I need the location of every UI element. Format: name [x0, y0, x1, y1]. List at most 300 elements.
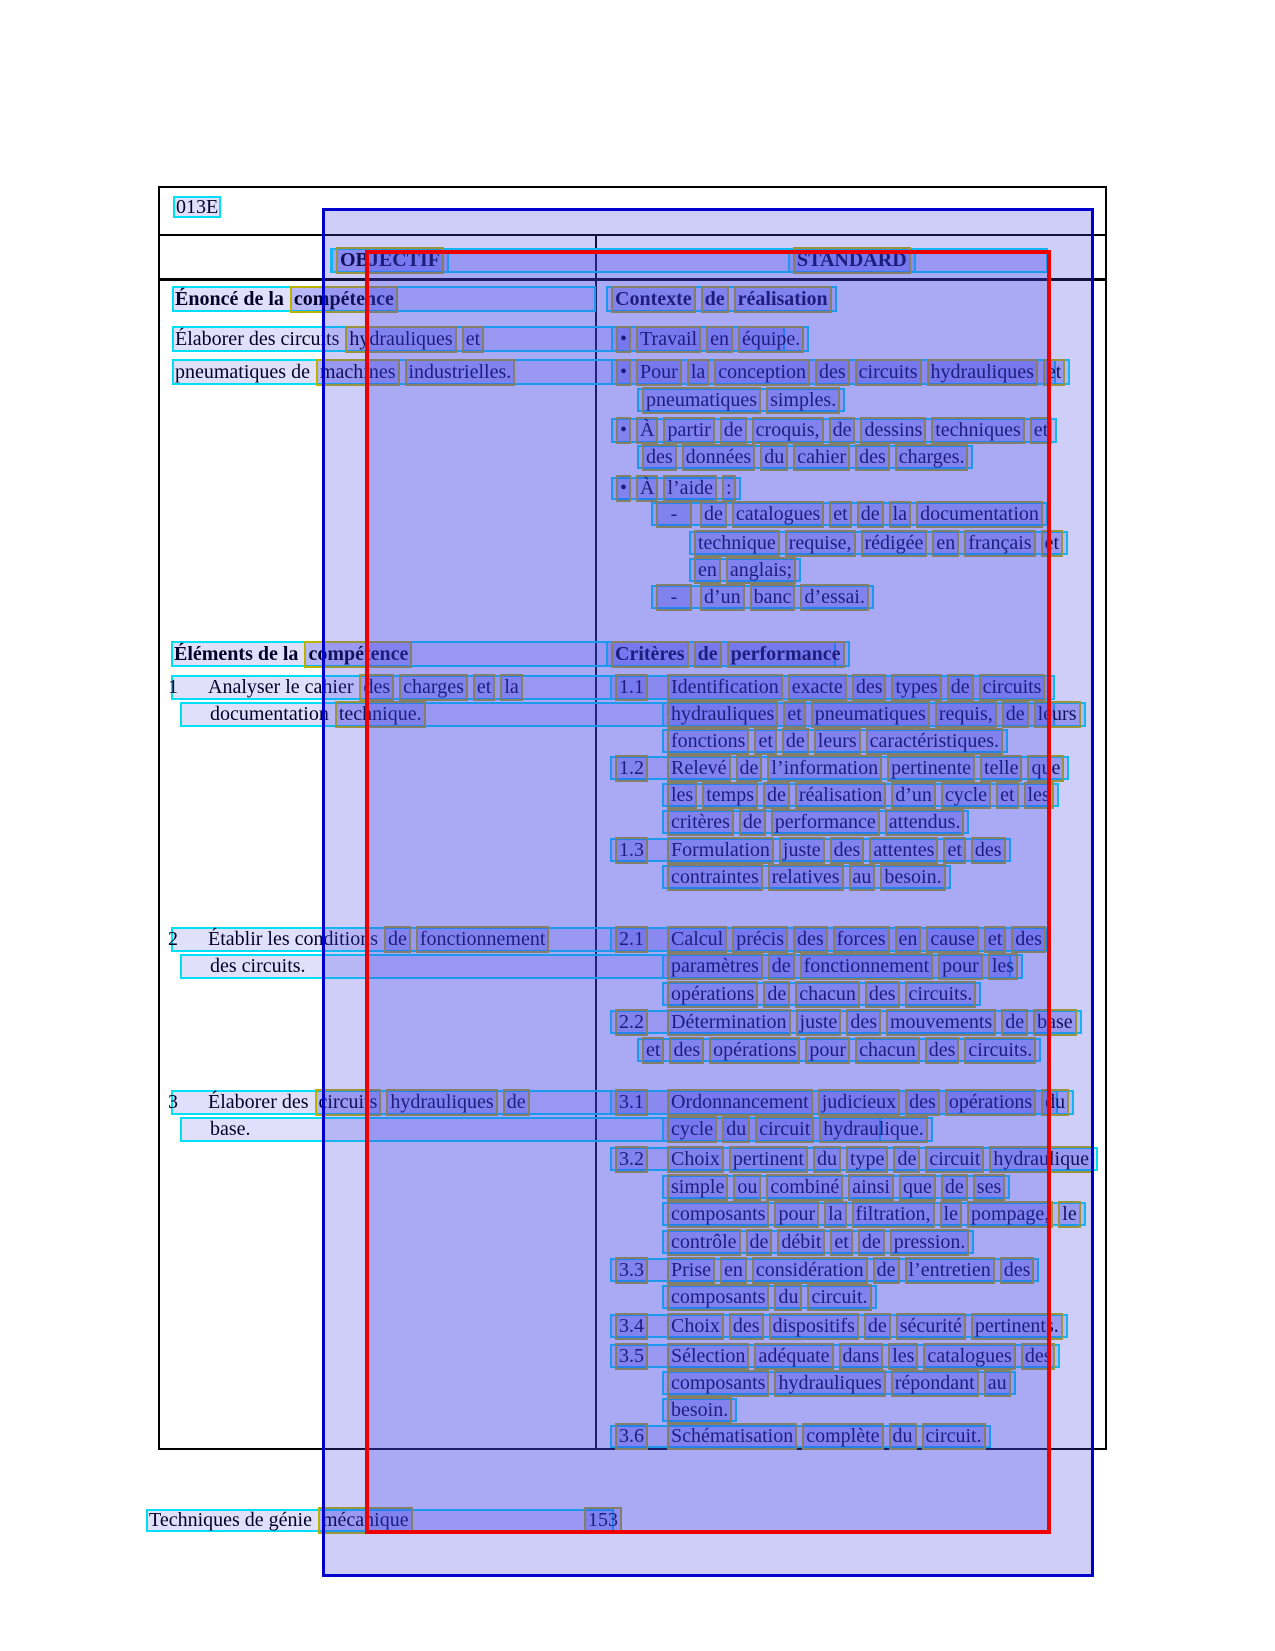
ocr-word-box: fonctions	[667, 728, 749, 755]
ocr-word-box: dessins	[860, 417, 926, 444]
ocr-word-box: de	[1002, 701, 1029, 728]
ocr-word-box: Prise	[667, 1257, 715, 1284]
text-run: base.	[210, 1118, 251, 1140]
text-run: 1	[168, 676, 178, 698]
ocr-word-box: temps	[702, 782, 758, 809]
ocr-line-box	[662, 954, 1023, 979]
ocr-word-box: Formulation	[667, 837, 774, 864]
ocr-word-box: et	[996, 782, 1018, 809]
ocr-word-box: •	[616, 475, 631, 502]
ocr-word-box: charges.	[895, 444, 969, 471]
ocr-word-box: requis,	[935, 701, 997, 728]
ocr-line-box	[651, 585, 874, 609]
ocr-line-box	[606, 641, 850, 667]
ocr-word-box: du	[813, 1146, 841, 1173]
ocr-word-box: et	[1041, 530, 1063, 557]
ocr-word-box: conception	[714, 359, 810, 386]
ocr-word-box: Critères	[611, 641, 689, 668]
ocr-word-box: 3.2	[615, 1146, 648, 1173]
ocr-word-box: réalisation	[734, 286, 832, 313]
ocr-word-box: de	[720, 417, 747, 444]
ocr-word-box: judicieux	[818, 1089, 900, 1116]
ocr-word-box: et	[473, 674, 495, 701]
ocr-word-box: de	[873, 1257, 900, 1284]
ocr-word-box: chacun	[855, 1037, 920, 1064]
ocr-line-box	[689, 531, 1068, 555]
ocr-word-box: opérations	[945, 1089, 1036, 1116]
ocr-line-box	[610, 1090, 1074, 1115]
ocr-word-box: débit	[777, 1229, 825, 1256]
table-border-line	[595, 234, 597, 1450]
text-segment	[207, 1090, 530, 1115]
ocr-word-box: de	[782, 728, 809, 755]
ocr-word-box: Détermination	[667, 1009, 791, 1036]
ocr-word-box: relatives	[768, 864, 844, 891]
ocr-word-box: attendus.	[885, 809, 965, 836]
ocr-word-box: de	[700, 501, 727, 528]
ocr-word-box: charges	[399, 674, 468, 701]
ocr-word-box: hydrauliques	[927, 359, 1038, 386]
ocr-line-box	[662, 1202, 1086, 1226]
ocr-word-box: circuits	[855, 359, 922, 386]
ocr-word-box: au	[849, 864, 876, 891]
ocr-word-box: adéquate	[754, 1343, 833, 1370]
table-border-line	[158, 234, 1107, 236]
ocr-word-box: -	[656, 501, 692, 528]
ocr-word-box: telle	[980, 755, 1022, 782]
ocr-line-box	[637, 1038, 1041, 1062]
ocr-word-box: composants	[667, 1284, 769, 1311]
ocr-word-box: circuit	[755, 1116, 814, 1143]
ocr-word-box: l’entretien	[905, 1257, 995, 1284]
ocr-word-box: hydrauliques	[386, 1089, 497, 1116]
ocr-word-box: circuit.	[807, 1284, 871, 1311]
ocr-word-box: de	[829, 417, 856, 444]
ocr-word-box: la	[889, 501, 911, 528]
text-segment	[207, 675, 523, 700]
ocr-word-box: et	[754, 728, 776, 755]
ocr-word-box: documentation	[916, 501, 1043, 528]
text-run: 3	[168, 1091, 178, 1113]
text-segment	[148, 1509, 413, 1532]
ocr-word-box: des	[1000, 1257, 1035, 1284]
ocr-word-box: fonctionnement	[416, 926, 550, 953]
ocr-word-box: et	[462, 326, 484, 353]
ocr-word-box: considération	[752, 1257, 868, 1284]
ocr-word-box: catalogues	[732, 501, 824, 528]
text-segment	[174, 286, 398, 312]
ocr-word-box: opérations	[667, 981, 758, 1008]
ocr-word-box: de	[694, 641, 722, 668]
ocr-word-box: de	[701, 286, 729, 313]
ocr-word-box: simple	[667, 1174, 728, 1201]
ocr-word-box: techniques	[931, 417, 1025, 444]
table-border-line	[1105, 186, 1107, 1450]
ocr-word-box: sécurité	[896, 1313, 966, 1340]
ocr-word-box: pertinents.	[971, 1313, 1063, 1340]
ocr-word-box: contraintes	[667, 864, 763, 891]
text-run: des circuits.	[210, 955, 306, 977]
ocr-word-box: •	[616, 417, 631, 444]
text-segment	[174, 326, 484, 352]
ocr-word-box: d’un	[700, 584, 745, 611]
ocr-word-box: 3.4	[615, 1313, 648, 1340]
ocr-word-box: :	[722, 475, 736, 502]
ocr-word-box: des	[830, 837, 865, 864]
table-border-line	[158, 186, 1107, 188]
ocr-word-box: pneumatiques	[811, 701, 930, 728]
ocr-word-box: et	[783, 701, 805, 728]
ocr-word-box: du	[889, 1423, 917, 1450]
ocr-word-box: types	[891, 674, 941, 701]
ocr-word-box: l’information	[767, 755, 882, 782]
ocr-word-box: dans	[839, 1343, 884, 1370]
ocr-line-box	[611, 418, 1057, 443]
ocr-word-box: Calcul	[667, 926, 727, 953]
ocr-word-box: OBJECTIF	[336, 247, 444, 274]
ocr-word-box: les	[1024, 782, 1054, 809]
ocr-word-box: et	[829, 501, 851, 528]
ocr-word-box: type	[846, 1146, 888, 1173]
ocr-word-box: exacte	[788, 674, 847, 701]
text-segment	[209, 702, 426, 727]
text-run: Énoncé de la	[175, 287, 284, 310]
ocr-word-box: 2.2	[615, 1009, 648, 1036]
ocr-word-box: complète	[802, 1423, 883, 1450]
ocr-word-box: pour	[774, 1201, 819, 1228]
ocr-word-box: de	[739, 809, 766, 836]
ocr-word-box: d’essai.	[800, 584, 869, 611]
ocr-line-box	[662, 1285, 877, 1309]
ocr-line-box	[662, 1398, 737, 1422]
ocr-word-box: et	[943, 837, 965, 864]
ocr-line-box	[610, 1344, 1060, 1368]
ocr-line-box	[662, 783, 1059, 807]
ocr-word-box: les	[667, 782, 697, 809]
ocr-word-box: croquis,	[752, 417, 824, 444]
ocr-word-box: du	[722, 1116, 750, 1143]
ocr-line-box	[610, 1258, 1039, 1282]
ocr-word-box: Pour	[636, 359, 682, 386]
ocr-word-box: de	[384, 926, 411, 953]
ocr-word-box: circuit.	[922, 1423, 986, 1450]
ocr-word-box: 3.6	[615, 1423, 648, 1450]
ocr-word-box: requise,	[785, 530, 856, 557]
text-segment	[209, 954, 307, 979]
ocr-word-box: machines	[316, 359, 400, 386]
ocr-word-box: À	[636, 417, 658, 444]
text-segment	[584, 1509, 622, 1532]
ocr-line-box	[662, 729, 1008, 753]
text-segment	[174, 359, 515, 385]
ocr-word-box: des	[1011, 926, 1046, 953]
ocr-word-box: pneumatiques	[642, 387, 761, 414]
text-run: 013E	[176, 195, 219, 218]
ocr-word-box: hydrauliques	[667, 701, 778, 728]
ocr-word-box: performance	[771, 809, 880, 836]
ocr-word-box: pertinent	[729, 1146, 808, 1173]
ocr-word-box: fonctionnement	[800, 953, 934, 980]
ocr-line-box	[689, 558, 801, 582]
ocr-word-box: hydraulique.	[819, 1116, 928, 1143]
ocr-word-box: combiné	[766, 1174, 843, 1201]
ocr-word-box: circuit	[925, 1146, 984, 1173]
ocr-word-box: précis	[732, 926, 788, 953]
ocr-word-box: des	[905, 1089, 940, 1116]
ocr-word-box: cahier	[793, 444, 850, 471]
ocr-word-box: composants	[667, 1370, 769, 1397]
ocr-line-box	[610, 1425, 991, 1448]
text-run: pneumatiques de	[175, 360, 310, 383]
ocr-word-box: circuits.	[905, 981, 977, 1008]
ocr-word-box: la	[500, 674, 522, 701]
ocr-word-box: juste	[779, 837, 825, 864]
ocr-word-box: anglais;	[726, 557, 796, 584]
ocr-word-box: compétence	[304, 641, 412, 668]
ocr-word-box: des	[815, 359, 850, 386]
ocr-word-box: des	[669, 1037, 704, 1064]
ocr-word-box: leurs	[814, 728, 861, 755]
ocr-word-box: de	[857, 501, 884, 528]
ocr-word-box: de	[736, 755, 763, 782]
ocr-word-box: réalisation	[795, 782, 886, 809]
ocr-word-box: ou	[733, 1174, 761, 1201]
text-segment	[207, 927, 549, 952]
ocr-line-box	[637, 445, 973, 469]
ocr-word-box: des	[925, 1037, 960, 1064]
ocr-word-box: leurs	[1034, 701, 1081, 728]
text-run: Éléments de la	[174, 642, 299, 665]
ocr-word-box: 1.3	[615, 837, 648, 864]
ocr-word-box: Choix	[667, 1313, 724, 1340]
ocr-line-box	[651, 502, 1048, 526]
ocr-word-box: Ordonnancement	[667, 1089, 813, 1116]
ocr-word-box: les	[988, 953, 1018, 980]
ocr-word-box: attentes	[869, 837, 938, 864]
ocr-word-box: l’aide	[663, 475, 717, 502]
ocr-word-box: filtration,	[852, 1201, 935, 1228]
ocr-word-box: besoin.	[880, 864, 945, 891]
ocr-line-box	[606, 286, 837, 312]
ocr-line-box	[610, 675, 1050, 700]
ocr-word-box: et	[1043, 359, 1065, 386]
ocr-word-box: de	[947, 674, 974, 701]
ocr-line-box	[611, 477, 741, 500]
ocr-word-box: des	[1021, 1343, 1056, 1370]
ocr-line-box	[662, 1230, 974, 1254]
ocr-word-box: Choix	[667, 1146, 724, 1173]
ocr-word-box: des	[855, 444, 890, 471]
table-border-line	[158, 278, 1107, 281]
ocr-word-box: du	[774, 1284, 802, 1311]
ocr-word-box: en	[720, 1257, 747, 1284]
ocr-word-box: 153	[584, 1507, 622, 1534]
ocr-word-box: répondant	[891, 1370, 979, 1397]
ocr-word-box: pour	[938, 953, 983, 980]
ocr-word-box: hydrauliques	[774, 1370, 885, 1397]
text-segment	[209, 1117, 252, 1142]
text-run: Élaborer des circuits	[175, 327, 340, 350]
ocr-word-box: rédigée	[861, 530, 928, 557]
ocr-word-box: paramètres	[667, 953, 763, 980]
ocr-word-box: de	[864, 1313, 891, 1340]
ocr-word-box: 3.5	[615, 1343, 648, 1370]
ocr-word-box: de	[768, 953, 795, 980]
ocr-word-box: Travail	[636, 326, 701, 353]
ocr-word-box: composants	[667, 1201, 769, 1228]
ocr-word-box: •	[616, 326, 631, 353]
ocr-word-box: de	[503, 1089, 530, 1116]
ocr-word-box: hydrauliques	[345, 326, 456, 353]
ocr-line-box	[662, 1175, 1010, 1199]
ocr-word-box: contrôle	[667, 1229, 741, 1256]
ocr-word-box: •	[616, 359, 631, 386]
ocr-word-box: Sélection	[667, 1343, 749, 1370]
text-run: Analyser le cahier	[208, 676, 354, 698]
ocr-word-box: en	[895, 926, 922, 953]
ocr-line-box	[610, 756, 1069, 780]
ocr-word-box: français	[964, 530, 1035, 557]
ocr-word-box: le	[1058, 1201, 1080, 1228]
text-segment	[167, 1090, 179, 1115]
ocr-word-box: pertinente	[887, 755, 975, 782]
ocr-word-box: que	[899, 1174, 936, 1201]
ocr-line-box	[662, 810, 969, 834]
ocr-word-box: en	[706, 326, 733, 353]
ocr-word-box: performance	[727, 641, 845, 668]
ocr-word-box: base	[1033, 1009, 1077, 1036]
ocr-line-box	[637, 388, 845, 412]
ocr-line-box	[662, 702, 1086, 727]
ocr-word-box: du	[1041, 1089, 1069, 1116]
ocr-line-box	[611, 326, 809, 352]
ocr-word-box: Schématisation	[667, 1423, 797, 1450]
ocr-word-box: chacun	[795, 981, 860, 1008]
ocr-word-box: des	[793, 926, 828, 953]
ocr-word-box: les	[888, 1343, 918, 1370]
ocr-word-box: la	[687, 359, 709, 386]
ocr-word-box: et	[642, 1037, 664, 1064]
ocr-word-box: en	[932, 530, 959, 557]
ocr-word-box: cycle	[667, 1116, 717, 1143]
ocr-word-box: besoin.	[667, 1397, 732, 1424]
ocr-word-box: d’un	[891, 782, 936, 809]
ocr-word-box: 1.2	[615, 755, 648, 782]
ocr-word-box: circuits	[979, 674, 1046, 701]
ocr-line-box	[610, 1010, 1082, 1034]
ocr-word-box: de	[858, 1229, 885, 1256]
ocr-word-box: et	[1030, 417, 1052, 444]
ocr-word-box: simples.	[766, 387, 840, 414]
text-run: Techniques de génie	[149, 1509, 312, 1531]
ocr-word-box: STANDARD	[793, 247, 911, 274]
ocr-word-box: que	[1027, 755, 1064, 782]
text-segment	[175, 196, 219, 218]
ocr-word-box: de	[941, 1174, 968, 1201]
ocr-word-box: critères	[667, 809, 734, 836]
ocr-word-box: au	[984, 1370, 1011, 1397]
ocr-word-box: dispositifs	[769, 1313, 859, 1340]
ocr-word-box: mouvements	[886, 1009, 996, 1036]
ocr-word-box: 1.1	[615, 674, 648, 701]
ocr-word-box: des	[642, 444, 677, 471]
ocr-word-box: équipe.	[738, 326, 804, 353]
ocr-line-box	[662, 982, 981, 1006]
ocr-line-box	[610, 927, 1051, 952]
ocr-word-box: et	[830, 1229, 852, 1256]
ocr-word-box: cycle	[941, 782, 991, 809]
ocr-word-box: industrielles.	[405, 359, 516, 386]
ocr-word-box: pression.	[890, 1229, 970, 1256]
ocr-word-box: banc	[750, 584, 796, 611]
ocr-word-box: Identification	[667, 674, 783, 701]
ocr-word-box: en	[694, 557, 721, 584]
text-segment	[167, 675, 179, 700]
ocr-word-box: 3.3	[615, 1257, 648, 1284]
ocr-word-box: et	[984, 926, 1006, 953]
ocr-word-box: technique	[694, 530, 780, 557]
ocr-line-box	[611, 359, 1070, 385]
ocr-word-box: données	[682, 444, 756, 471]
ocr-line-box	[610, 838, 1011, 862]
ocr-word-box: mécanique	[318, 1507, 413, 1534]
ocr-word-box: pompage,	[967, 1201, 1053, 1228]
ocr-word-box: forces	[833, 926, 890, 953]
ocr-word-box: hydraulique	[989, 1146, 1093, 1173]
text-run: documentation	[210, 703, 329, 725]
ocr-word-box: le	[940, 1201, 962, 1228]
table-border-line	[158, 186, 160, 1450]
ocr-word-box: technique.	[335, 701, 426, 728]
ocr-word-box: caractéristiques.	[866, 728, 1003, 755]
ocr-word-box: juste	[796, 1009, 842, 1036]
ocr-word-box: Contexte	[611, 286, 696, 313]
ocr-line-box	[331, 248, 449, 273]
ocr-word-box: des	[729, 1313, 764, 1340]
ocr-word-box: de	[763, 782, 790, 809]
ocr-line-box	[662, 1117, 933, 1142]
ocr-word-box: 2.1	[615, 926, 648, 953]
ocr-word-box: des	[865, 981, 900, 1008]
ocr-word-box: la	[824, 1201, 846, 1228]
ocr-word-box: compétence	[290, 286, 398, 313]
text-run: Élaborer des	[208, 1091, 309, 1113]
ocr-word-box: circuits.	[964, 1037, 1036, 1064]
ocr-word-box: des	[971, 837, 1006, 864]
text-run: Établir les conditions	[208, 928, 378, 950]
text-run: 2	[168, 928, 178, 950]
ocr-line-box	[662, 1371, 1016, 1395]
ocr-line-box	[788, 248, 916, 273]
ocr-word-box: À	[636, 475, 658, 502]
ocr-word-box: du	[760, 444, 788, 471]
ocr-word-box: Relevé	[667, 755, 731, 782]
text-segment	[167, 927, 179, 952]
ocr-word-box: -	[656, 584, 692, 611]
ocr-word-box: ses	[973, 1174, 1005, 1201]
ocr-word-box: des	[846, 1009, 881, 1036]
ocr-word-box: ainsi	[848, 1174, 894, 1201]
ocr-word-box: circuits	[315, 1089, 382, 1116]
ocr-word-box: de	[1001, 1009, 1028, 1036]
ocr-word-box: partir	[663, 417, 714, 444]
text-segment	[173, 641, 412, 667]
ocr-word-box: cause	[926, 926, 978, 953]
ocr-word-box: 3.1	[615, 1089, 648, 1116]
ocr-word-box: des	[852, 674, 887, 701]
ocr-word-box: catalogues	[923, 1343, 1015, 1370]
ocr-word-box: de	[746, 1229, 773, 1256]
